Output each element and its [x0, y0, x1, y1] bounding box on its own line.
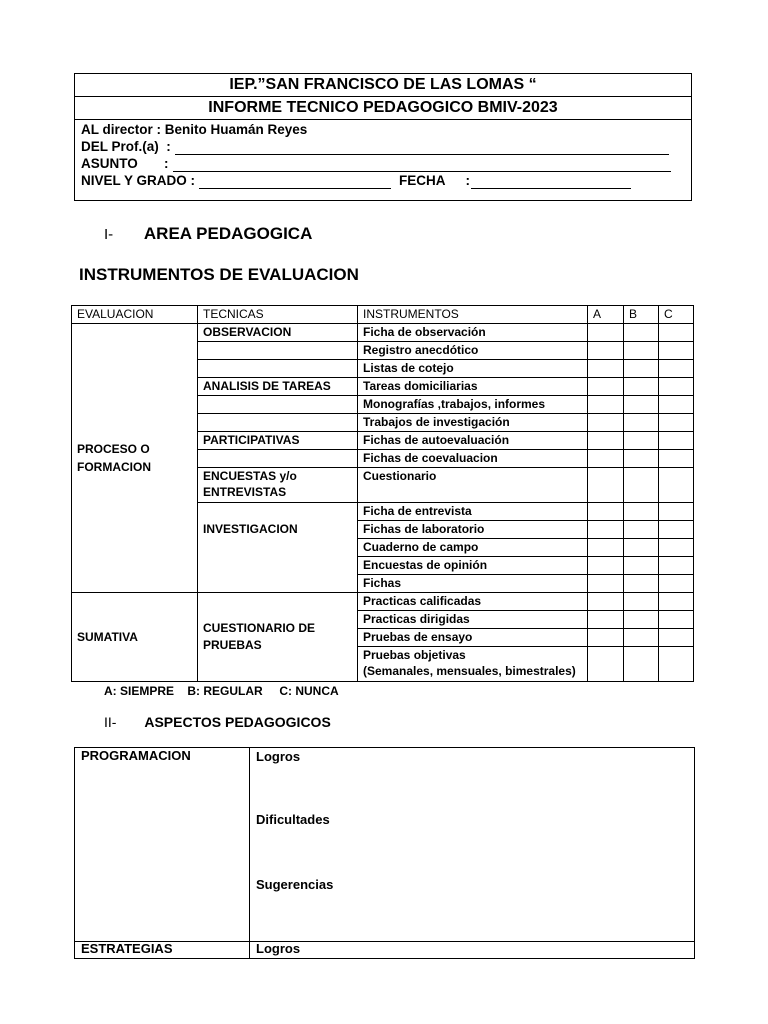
rating-b-cell[interactable]	[624, 611, 659, 629]
rating-b-cell[interactable]	[624, 450, 659, 468]
col-header-instrumentos: INSTRUMENTOS	[358, 306, 588, 324]
section-2-title: ASPECTOS PEDAGOGICOS	[144, 714, 331, 730]
technique-observacion: OBSERVACION	[198, 324, 358, 342]
instrument-cell: Listas de cotejo	[358, 360, 588, 378]
rating-c-cell[interactable]	[659, 593, 694, 611]
technique-cuestionario-pruebas: CUESTIONARIO DE PRUEBAS	[198, 593, 358, 682]
instrument-cell: Fichas	[358, 575, 588, 593]
rating-c-cell[interactable]	[659, 575, 694, 593]
from-line	[81, 138, 685, 155]
technique-participativas: PARTICIPATIVAS	[198, 432, 358, 450]
rating-b-cell[interactable]	[624, 539, 659, 557]
rating-c-cell[interactable]	[659, 629, 694, 647]
to-label: AL director : Benito Huamán Reyes	[81, 122, 308, 137]
instrument-cell	[358, 647, 588, 682]
aspect-row-programacion	[75, 748, 695, 942]
rating-c-cell[interactable]	[659, 396, 694, 414]
rating-legend: A: SIEMPRE B: REGULAR C: NUNCA	[104, 684, 339, 698]
logros-label: Logros	[256, 941, 301, 956]
level-date-line	[81, 172, 685, 189]
subject-line	[81, 155, 685, 172]
section-1-title: AREA PEDAGOGICA	[143, 224, 313, 243]
rating-c-cell[interactable]	[659, 503, 694, 521]
section-2-numeral: II-	[104, 714, 117, 730]
technique-investigacion: INVESTIGACION	[198, 503, 358, 593]
instrument-cell: Fichas de autoevaluación	[358, 432, 588, 450]
rating-c-cell[interactable]	[659, 539, 694, 557]
rating-b-cell[interactable]	[624, 414, 659, 432]
section-2-heading	[104, 714, 331, 730]
rating-c-cell[interactable]	[659, 360, 694, 378]
instrument-cell: Cuestionario	[358, 468, 588, 503]
level-field[interactable]	[199, 176, 391, 189]
rating-c-cell[interactable]	[659, 342, 694, 360]
rating-a-cell[interactable]	[588, 575, 624, 593]
rating-a-cell[interactable]	[588, 450, 624, 468]
rating-a-cell[interactable]	[588, 593, 624, 611]
rating-b-cell[interactable]	[624, 593, 659, 611]
instrument-cell: Monografías ,trabajos, informes	[358, 396, 588, 414]
rating-a-cell[interactable]	[588, 468, 624, 503]
rating-b-cell[interactable]	[624, 324, 659, 342]
rating-b-cell[interactable]	[624, 647, 659, 682]
rating-c-cell[interactable]	[659, 468, 694, 503]
rating-b-cell[interactable]	[624, 468, 659, 503]
rating-c-cell[interactable]	[659, 450, 694, 468]
level-label: NIVEL Y GRADO :	[81, 173, 196, 188]
group-sumativa: SUMATIVA	[72, 593, 198, 682]
table-row	[72, 593, 694, 611]
from-field[interactable]	[175, 142, 669, 155]
rating-a-cell[interactable]	[588, 396, 624, 414]
table-header-row	[72, 306, 694, 324]
aspect-programacion-content[interactable]	[250, 748, 695, 942]
col-header-a: A	[588, 306, 624, 324]
instrument-cell: Fichas de coevaluacion	[358, 450, 588, 468]
to-line	[81, 121, 685, 138]
dificultades-label: Dificultades	[256, 812, 330, 827]
rating-c-cell[interactable]	[659, 432, 694, 450]
date-field[interactable]	[471, 176, 631, 189]
rating-a-cell[interactable]	[588, 360, 624, 378]
rating-b-cell[interactable]	[624, 521, 659, 539]
school-name: IEP.”SAN FRANCISCO DE LAS LOMAS “	[75, 74, 691, 97]
section-1-numeral: I-	[104, 226, 114, 243]
rating-c-cell[interactable]	[659, 611, 694, 629]
technique-analisis-tareas: ANALISIS DE TAREAS	[198, 378, 358, 396]
rating-b-cell[interactable]	[624, 360, 659, 378]
rating-c-cell[interactable]	[659, 324, 694, 342]
rating-b-cell[interactable]	[624, 629, 659, 647]
col-header-b: B	[624, 306, 659, 324]
rating-c-cell[interactable]	[659, 647, 694, 682]
technique-encuestas-entrevistas: ENCUESTAS y/o ENTREVISTAS	[198, 468, 358, 503]
instrument-cell: Cuaderno de campo	[358, 539, 588, 557]
rating-a-cell[interactable]	[588, 611, 624, 629]
date-colon: :	[465, 173, 471, 188]
rating-b-cell[interactable]	[624, 557, 659, 575]
group-proceso-formacion: PROCESO O FORMACION	[72, 324, 198, 593]
aspect-row-estrategias	[75, 942, 695, 959]
subject-field[interactable]	[173, 159, 671, 172]
sugerencias-label: Sugerencias	[256, 877, 334, 892]
instrument-cell: Practicas dirigidas	[358, 611, 588, 629]
table-row	[72, 324, 694, 342]
technique-empty	[198, 360, 358, 378]
technique-empty	[198, 450, 358, 468]
aspect-programacion: PROGRAMACION	[75, 748, 250, 942]
rating-a-cell[interactable]	[588, 414, 624, 432]
header-fields	[75, 120, 691, 189]
rating-b-cell[interactable]	[624, 432, 659, 450]
instrument-cell: Fichas de laboratorio	[358, 521, 588, 539]
header-box	[74, 73, 692, 201]
instrument-pruebas-objetivas-detail: (Semanales, mensuales, bimestrales)	[363, 664, 576, 678]
logros-label: Logros	[256, 749, 301, 764]
date-label: FECHA	[399, 173, 446, 188]
rating-a-cell[interactable]	[588, 324, 624, 342]
col-header-tecnicas: TECNICAS	[198, 306, 358, 324]
instrument-cell: Registro anecdótico	[358, 342, 588, 360]
technique-empty	[198, 414, 358, 432]
technique-empty	[198, 342, 358, 360]
aspect-estrategias-content[interactable]	[250, 942, 695, 959]
rating-a-cell[interactable]	[588, 521, 624, 539]
section-1-heading	[104, 224, 312, 244]
rating-c-cell[interactable]	[659, 557, 694, 575]
rating-c-cell[interactable]	[659, 414, 694, 432]
rating-a-cell[interactable]	[588, 378, 624, 396]
rating-c-cell[interactable]	[659, 378, 694, 396]
instrument-cell: Ficha de entrevista	[358, 503, 588, 521]
rating-a-cell[interactable]	[588, 503, 624, 521]
rating-a-cell[interactable]	[588, 647, 624, 682]
rating-a-cell[interactable]	[588, 629, 624, 647]
instrument-cell: Ficha de observación	[358, 324, 588, 342]
rating-b-cell[interactable]	[624, 503, 659, 521]
report-title: INFORME TECNICO PEDAGOGICO BMIV-2023	[75, 97, 691, 120]
col-header-evaluacion: EVALUACION	[72, 306, 198, 324]
aspects-table	[74, 747, 695, 959]
evaluation-table	[71, 305, 694, 682]
instrument-cell: Pruebas de ensayo	[358, 629, 588, 647]
technique-empty	[198, 396, 358, 414]
rating-c-cell[interactable]	[659, 521, 694, 539]
rating-a-cell[interactable]	[588, 432, 624, 450]
rating-a-cell[interactable]	[588, 342, 624, 360]
rating-b-cell[interactable]	[624, 378, 659, 396]
subject-label: ASUNTO :	[81, 156, 169, 171]
from-label: DEL Prof.(a) :	[81, 139, 171, 154]
instrument-cell: Tareas domiciliarias	[358, 378, 588, 396]
rating-b-cell[interactable]	[624, 342, 659, 360]
instruments-title: INSTRUMENTOS DE EVALUACION	[79, 265, 359, 284]
instrument-pruebas-objetivas: Pruebas objetivas	[363, 648, 466, 662]
rating-b-cell[interactable]	[624, 396, 659, 414]
rating-a-cell[interactable]	[588, 539, 624, 557]
col-header-c: C	[659, 306, 694, 324]
aspect-estrategias: ESTRATEGIAS	[75, 942, 250, 959]
instrument-cell: Encuestas de opinión	[358, 557, 588, 575]
rating-b-cell[interactable]	[624, 575, 659, 593]
instrument-cell: Trabajos de investigación	[358, 414, 588, 432]
instrument-cell: Practicas calificadas	[358, 593, 588, 611]
rating-a-cell[interactable]	[588, 557, 624, 575]
